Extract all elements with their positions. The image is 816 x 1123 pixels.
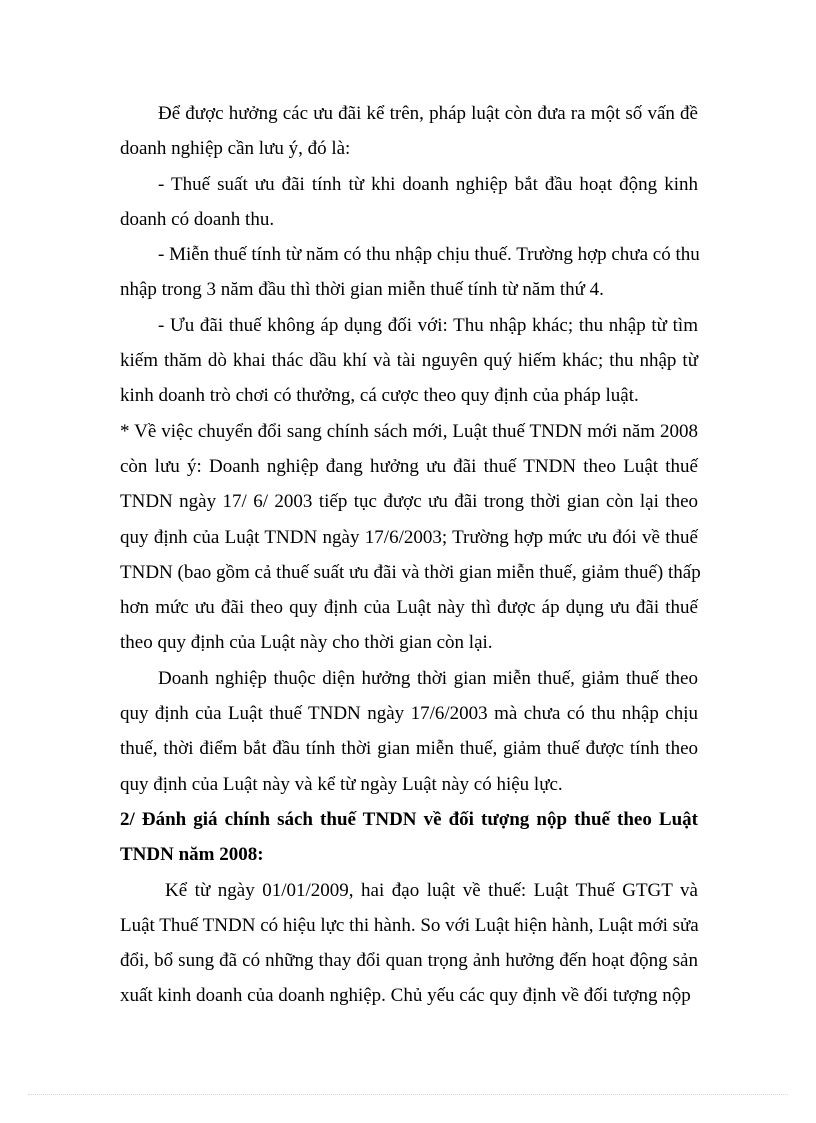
document-body [120, 96, 701, 1014]
text-line: quy định của Luật này và kể từ ngày Luật này có hiệu lực. [120, 773, 563, 795]
text-line: đổi, bổ sung đã có những thay đổi quan trọng ảnh hưởng đến hoạt động sản [120, 950, 698, 972]
text-line: TNDN ngày 17/ 6/ 2003 tiếp tục được ưu đãi trong thời gian còn lại theo [120, 491, 698, 513]
text-line: Kể từ ngày 01/01/2009, hai đạo luật về thuế: Luật Thuế GTGT và [165, 879, 698, 901]
text-line: Luật Thuế TNDN có hiệu lực thi hành. So với Luật hiện hành, Luật mới sửa [120, 914, 699, 936]
text-line: quy định của Luật thuế TNDN ngày 17/6/2003 mà chưa có thu nhập chịu [120, 703, 698, 725]
page-bottom-divider [28, 1094, 788, 1095]
text-line: - Miễn thuế tính từ năm có thu nhập chịu thuế. Trường hợp chưa có thu [158, 244, 700, 266]
text-line: nhập trong 3 năm đầu thì thời gian miễn thuế tính từ năm thứ 4. [120, 279, 604, 301]
text-line: TNDN (bao gồm cả thuế suất ưu đãi và thời gian miễn thuế, giảm thuế) thấp [120, 561, 701, 583]
text-line: Doanh nghiệp thuộc diện hưởng thời gian miễn thuế, giảm thuế theo [158, 667, 698, 689]
text-line: doanh nghiệp cần lưu ý, đó là: [120, 138, 351, 160]
text-line: theo quy định của Luật này cho thời gian còn lại. [120, 632, 493, 654]
text-line: Để được hưởng các ưu đãi kể trên, pháp luật còn đưa ra một số vấn đề [158, 103, 698, 124]
text-line: còn lưu ý: Doanh nghiệp đang hưởng ưu đãi thuế TNDN theo Luật thuế [120, 455, 698, 477]
section-heading: TNDN năm 2008: [120, 844, 264, 866]
text-line: kiếm thăm dò khai thác dầu khí và tài nguyên quý hiếm khác; thu nhập từ [120, 350, 698, 372]
text-line: kinh doanh trò chơi có thưởng, cá cược theo quy định của pháp luật. [120, 385, 639, 407]
text-line: thuế, thời điểm bắt đầu tính thời gian miễn thuế, giảm thuế được tính theo [120, 738, 698, 760]
text-line: - Thuế suất ưu đãi tính từ khi doanh nghiệp bắt đầu hoạt động kinh [158, 173, 698, 195]
text-line: - Ưu đãi thuế không áp dụng đối với: Thu nhập khác; thu nhập từ tìm [158, 314, 698, 336]
text-line: xuất kinh doanh của doanh nghiệp. Chủ yếu các quy định về đối tượng nộp [120, 985, 691, 1007]
text-line: doanh có doanh thu. [120, 208, 275, 230]
section-heading: 2/ Đánh giá chính sách thuế TNDN về đối tượng nộp thuế theo Luật [120, 808, 698, 830]
text-line: quy định của Luật TNDN ngày 17/6/2003; Trường hợp mức ưu đói về thuế [120, 526, 698, 548]
text-line: * Về việc chuyển đổi sang chính sách mới, Luật thuế TNDN mới năm 2008 [120, 420, 698, 442]
text-line: hơn mức ưu đãi theo quy định của Luật này thì được áp dụng ưu đãi thuế [120, 597, 698, 619]
